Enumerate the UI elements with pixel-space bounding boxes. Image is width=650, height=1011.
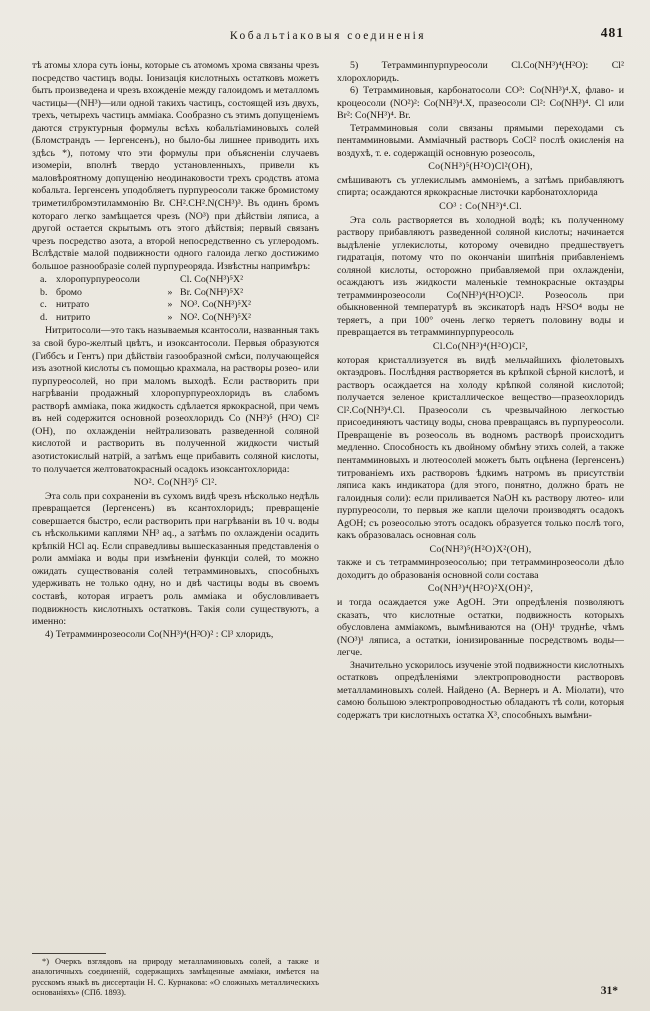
- paragraph: Тетрамминовыя соли связаны прямыми переходами съ пентамминовыми. Амміачный растворъ CoCl² послѣ окисленія на воздухѣ, т. е. содержащій основную розеосоль,: [337, 122, 624, 159]
- paragraph-continuation: тѣ атомы хлора суть іоны, которые съ атомомъ хрома связаны чрезъ посредство частицъ воды. Іонизація кислотныхъ остатковъ можетъ быть произведена и чрезъ вхожденіе между галоидомъ и металломъ частицы—(NH³)—или одной такихъ частицъ, состоящей изъ двухъ, трехъ, четырехъ частицъ амміака. Сообразно съ этимъ допущеніемъ даются структурныя формулы всѣхъ кобальтіаминовыхъ солей (Бломстрандъ — Іергенсенъ), но было-бы лишнее приводить ихъ здѣсь *), потому что эти формулы при объясненіи случаевъ изомеріи, вполнѣ твердо установленныхъ, привели къ маловѣроятному допущенію неодинаковости трехъ сродствъ атома кобальта. Іергенсенъ уподобляетъ пурпуреосоли также бромистому триметилбромэтиламмонію Br. CH².CH².N(CH³)³. Въ одинъ бромъ котораго легко замѣщается чрезъ (NO³) при дѣйствіи ляписа, а другой остается скрытымъ отъ этого дѣйствія; первый связанъ чрезъ посредство азота, а второй непосредственно съ углеродомъ. Вслѣдствіе малой подвижности одного галоида легко достижимо большое разнообразіе солей пурпуреоряда. Извѣстны напримѣръ:: [32, 60, 319, 272]
- ditto-mark: »: [167, 299, 173, 311]
- salt-list-item: [40, 312, 319, 325]
- salt-name: бромо: [56, 286, 82, 298]
- paragraph-continuation: также и съ тетрамминрозеосолью; при тетрамминрозеосоли дѣло доходитъ до образованія основной соли состава: [337, 557, 624, 581]
- salt-name: нитрато: [56, 299, 90, 311]
- salt-list-item: [40, 274, 319, 287]
- ditto-mark: [160, 274, 180, 287]
- salt-formula: NO². Co(NH³)⁵X²: [180, 311, 252, 323]
- text-columns: [32, 60, 624, 998]
- chemical-formula: CO³ : Co(NH³)⁴.Cl.: [439, 201, 522, 213]
- paragraph-continuation: и тогда осаждается уже AgOH. Эти опредѣленія позволяютъ сказать, что кислотные остатки, подвижность которыхъ обусловлена амміакомъ, вымѣниваются на (OH)¹ труднѣе, чѣмъ (NO³)¹ ляписа, а остатки, іонизированные посредствомъ воды—легче.: [337, 596, 624, 659]
- ditto-mark: »: [167, 311, 173, 323]
- footnote-rule: [32, 953, 106, 954]
- list-letter: c.: [40, 299, 47, 311]
- numbered-item: 5) Тетрамминпурпуреосоли Cl.Co(NH³)⁴(H²O): Cl² хлорохлоридъ.: [337, 60, 624, 84]
- page-header: [32, 26, 624, 46]
- chemical-formula: Co(NH³)⁴(H²O)²X(OH)²,: [427, 583, 534, 595]
- signature-mark: 31*: [600, 985, 618, 998]
- salt-list-item: [40, 287, 319, 300]
- footnote-block: [32, 945, 319, 998]
- ditto-mark: »: [167, 286, 173, 298]
- paragraph: Нитритосоли—это такъ называемыя ксантосоли, названныя такъ за свой буро-желтый цвѣтъ, и изоксантосоли. Первыя образуются (Гиббсъ и Гентъ) при дѣйствіи газообразной смѣси, получающейся изъ азотной кислоты съ помощью крахмала, на растворы розео- или пурпуреосолей, но при маломъ выходѣ. Если растворить при нагрѣваніи продажный хлоропурпуреохлоридъ въ слабомъ растворѣ амміака, пока жидкость сдѣлается яркокрасной, при чемъ въ ней содержится основной розеохлоридъ Co (NH³)⁵ (H²O) Cl² (OH), по охлажденіи нейтрализовать разведенной соляной кислотой и растворить въ полученной жидкости чистый азотистокислый натрій, а затѣмъ еще прибавить соляной кислоты, то получается желтоватокрасный осадокъ изоксантохлорида:: [32, 325, 319, 475]
- salt-list-item: [40, 299, 319, 312]
- page-number: 481: [600, 25, 624, 40]
- paragraph: 4) Тетрамминрозеосоли Co(NH³)⁴(H²O)² : Cl³ хлоридъ,: [45, 628, 274, 640]
- salt-formula: NO³. Co(NH³)⁵X²: [180, 299, 252, 311]
- paragraph: Эта соль при сохраненіи въ сухомъ видѣ чрезъ нѣсколько недѣль превращается (Іергенсенъ) въ ксантохлоридъ; превращеніе совершается быстро, если растворить при нагрѣваніи въ 10 ч. воды съ нѣсколькими каплями NH³ aq., а затѣмъ по охлажденіи осадить крѣпкій HCl aq. Если справедливы вышесказанныя представленія о роли амміака и воды при измѣненіи функціи солей, то можно ожидать существованія солей тетрамминовыхъ, способныхъ удерживать не только одну, но и двѣ частицы воды въ своемъ составѣ, которая играетъ роль амміака и обусловливаетъ подвижность кислотныхъ остатковъ. Такія соли существуютъ, а именно:: [32, 490, 319, 628]
- paragraph: Значительно ускорилось изученіе этой подвижности кислотныхъ остатковъ опредѣленіями электропроводности растворовъ металламиновыхъ солей. Найдено (А. Вернеръ и А. Міолати), что самою большою электропроводностью обладаютъ тѣ соли, которыя содержатъ три кислотныхъ остатка X³, способныхъ вымѣни-: [337, 659, 624, 721]
- list-letter: d.: [40, 311, 48, 323]
- list-letter: b.: [40, 286, 48, 298]
- chemical-formula: Cl.Co(NH³)⁴(H²O)Cl²,: [432, 341, 529, 353]
- salt-formula: Cl. Co(NH³)⁵X²: [180, 274, 244, 286]
- numbered-item: 6) Тетрамминовыя, карбонатосоли CO³: Co(NH³)⁴.X, флаво- и кроцеосоли (NO²)²: Co(NH³)⁴.X, празеосоли Cl²: Co(NH³)⁴. Cl или Br²: Co(NH³)⁴. Br.: [337, 85, 624, 122]
- list-letter: a.: [40, 274, 47, 286]
- running-title: Кобальтіаковыя соединенія: [229, 30, 427, 42]
- chemical-formula: Co(NH³)⁵(H²O)X²(OH),: [429, 543, 532, 555]
- right-column: [337, 60, 624, 998]
- salt-name: нитрито: [56, 311, 91, 323]
- purpureo-salt-list: [40, 274, 319, 324]
- left-column: [32, 60, 319, 998]
- paragraph-continuation: которая кристаллизуется въ видѣ мельчайшихъ фіолетовыхъ октаэдровъ. Послѣдняя растворяется въ крѣпкой сѣрной кислотѣ, и растворъ осаждается на холоду крѣпкой соляной кислотой; получается зеленое кристаллическое вещество—празеохлоридъ Cl².Co(NH³)⁴.Cl. Празеосоли съ чрезвычайною легкостью присоединяютъ частицу воды, снова превращаясь въ пурпуреосоли. Превращеніе въ розеосоль въ водномъ растворѣ происходитъ медленно. Способность къ двойному обмѣну этихъ солей, а также пентамминовыхъ и лютеосолей можетъ быть оцѣнена (Іергенсенъ) титрованіемъ ихъ растворовъ ѣдкимъ натромъ въ присутствіи ляписа какъ индикатора (для этого, понятно, должно брать не галоидныя соли): если приливается NaOH къ раствору лютео- или пурпуреосоли, то первыя же капли щелочи производятъ осадокъ AgOH; съ розеосолью этотъ осадокъ образуется только послѣ того, какъ образовалась основная соль: [337, 354, 624, 542]
- footnote-text: *) Очеркъ взглядовъ на природу металламиновыхъ солей, а также и аналогичныхъ соединеній, содержащихъ замѣщенные амміаки, имѣется на русскомъ языкѣ въ диссертаціи Н. С. Курнакова: «О сложныхъ металлическихъ основаніяхъ» (СПб. 1893).: [32, 957, 319, 997]
- salt-name: хлоропурпуреосоли: [56, 274, 140, 286]
- chemical-formula: Co(NH³)⁵(H²O)Cl²(OH),: [428, 161, 533, 173]
- chemical-formula: NO². Co(NH³)⁵ Cl².: [133, 477, 218, 489]
- paragraph-continuation: смѣшиваютъ съ углекислымъ аммоніемъ, а затѣмъ прибавляютъ спирта; осаждаются яркокрасные листочки карбонатохлорида: [337, 174, 624, 199]
- salt-formula: Br. Co(NH³)⁵X²: [180, 286, 244, 298]
- paragraph: Эта соль растворяется въ холодной водѣ; къ полученному раствору прибавляютъ разведенной соляной кислоты; начинается выдѣленіе углекислоты, которому очевидно предшествуетъ гидратація, потому что по окончаніи шипѣнія прибавленіемъ соляной кислоты, осторожно прибавляемой при охлажденіи, осаждаютъ изъ жидкости маленькіе темнокрасные октаэдры тетрамминрозеосоли Co(NH³)⁴(H²O)Cl². Розеосоль при обыкновенной температурѣ въ эксикаторѣ надъ H²SO⁴ воды не теряетъ, а при 100° очень легко теряетъ половину воды и превращается въ тетрамминпурпуреосоль: [337, 214, 624, 339]
